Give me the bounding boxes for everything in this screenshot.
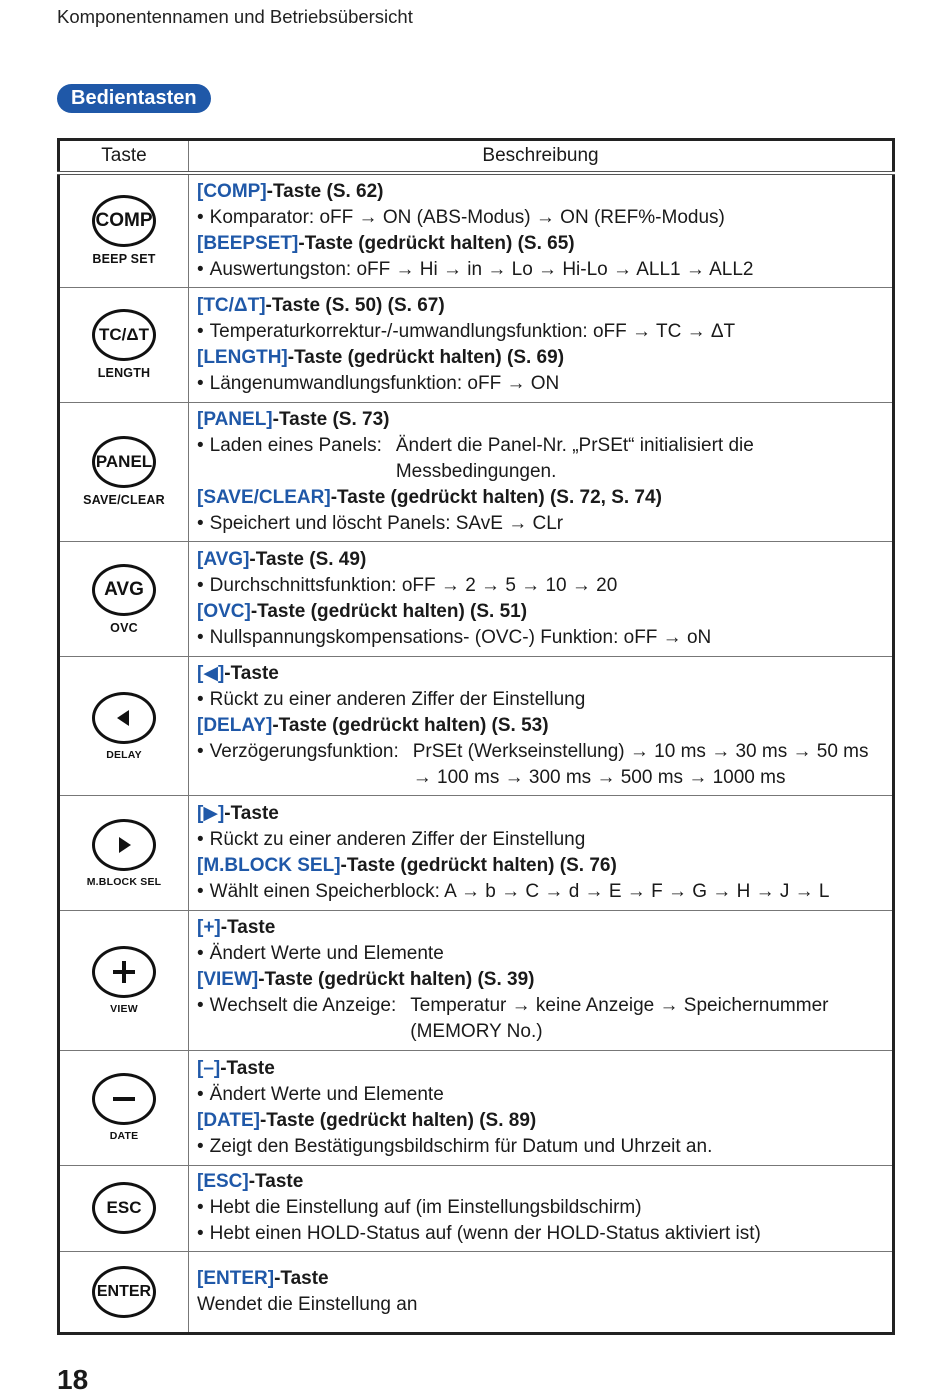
bullet-text: • Verzögerungsfunktion: PrSEt (Werkseinstellung) → 10 ms → 30 ms → 50 ms → 100 ms → 300 ms → 500 ms → 1000 ms bbox=[197, 739, 884, 791]
section-badge: Bedientasten bbox=[57, 84, 211, 113]
table-row bbox=[59, 1251, 894, 1333]
avg-key-sublabel: OVC bbox=[110, 620, 138, 635]
left-key-sublabel: DELAY bbox=[106, 748, 142, 761]
minus-key-sublabel: DATE bbox=[109, 1130, 139, 1143]
description-cell bbox=[189, 402, 894, 541]
key-title: [ENTER]-Taste bbox=[197, 1267, 329, 1289]
key-title: [◀]-Taste bbox=[197, 663, 279, 685]
description-cell bbox=[189, 1050, 894, 1165]
key-title: [TC/ΔT]-Taste (S. 50) (S. 67) bbox=[197, 294, 445, 316]
table-row bbox=[59, 1050, 894, 1165]
esc-key bbox=[60, 1182, 188, 1234]
table-row bbox=[59, 911, 894, 1050]
right-triangle-icon bbox=[92, 819, 156, 871]
right-key-sublabel: M.BLOCK SEL bbox=[86, 875, 162, 888]
left-key bbox=[60, 692, 188, 761]
description-cell bbox=[189, 541, 894, 656]
bullet-text: • Zeigt den Bestätigungsbildschirm für Datum und Uhrzeit an. bbox=[197, 1134, 884, 1160]
page-header: Komponentennamen und Betriebsübersicht bbox=[57, 6, 413, 27]
key-title: [DELAY]-Taste (gedrückt halten) (S. 53) bbox=[197, 715, 549, 737]
key-title: [BEEPSET]-Taste (gedrückt halten) (S. 65) bbox=[197, 232, 575, 254]
bullet-text: • Komparator: oFF → ON (ABS-Modus) → ON (REF%-Modus) bbox=[197, 205, 884, 231]
bullet-text: • Auswertungston: oFF → Hi → in → Lo → Hi-Lo → ALL1 → ALL2 bbox=[197, 257, 884, 283]
key-title: [PANEL]-Taste (S. 73) bbox=[197, 408, 390, 430]
bullet-text: • Laden eines Panels: Ändert die Panel-Nr. „PrSEt“ initialisiert die Messbedingungen. bbox=[197, 433, 884, 485]
bullet-text: • Hebt einen HOLD-Status auf (wenn der HOLD-Status aktiviert ist) bbox=[197, 1221, 884, 1247]
avg-key-button: AVG bbox=[92, 564, 156, 616]
column-header-description: Beschreibung bbox=[189, 140, 894, 174]
plus-key bbox=[60, 946, 188, 1015]
bullet-text: • Rückt zu einer anderen Ziffer der Einstellung bbox=[197, 827, 884, 853]
keys-table bbox=[57, 138, 895, 1335]
plus-icon bbox=[92, 946, 156, 998]
key-title: [M.BLOCK SEL]-Taste (gedrückt halten) (S. 76) bbox=[197, 855, 617, 877]
key-cell bbox=[59, 657, 189, 796]
bullet-text: • Rückt zu einer anderen Ziffer der Einstellung bbox=[197, 687, 884, 713]
panel-key-sublabel: SAVE/CLEAR bbox=[83, 493, 165, 508]
tc-key-sublabel: LENGTH bbox=[97, 366, 151, 381]
key-cell bbox=[59, 911, 189, 1050]
comp-key bbox=[60, 195, 188, 266]
bullet-text: • Temperaturkorrektur-/-umwandlungsfunktion: oFF → TC → ΔT bbox=[197, 319, 884, 345]
bullet-text: • Wechselt die Anzeige: Temperatur → keine Anzeige → Speichernummer (MEMORY No.) bbox=[197, 993, 884, 1045]
bullet-text: • Längenumwandlungsfunktion: oFF → ON bbox=[197, 371, 884, 397]
description-cell bbox=[189, 911, 894, 1050]
key-cell bbox=[59, 287, 189, 402]
column-header-key: Taste bbox=[59, 140, 189, 174]
table-row bbox=[59, 541, 894, 656]
comp-key-button: COMP bbox=[92, 195, 156, 247]
key-title: [ESC]-Taste bbox=[197, 1171, 304, 1193]
tc-key bbox=[60, 309, 188, 380]
table-row bbox=[59, 287, 894, 402]
key-title: [▶]-Taste bbox=[197, 803, 279, 825]
bullet-text: • Ändert Werte und Elemente bbox=[197, 1082, 884, 1108]
description-cell bbox=[189, 1165, 894, 1251]
panel-key bbox=[60, 436, 188, 507]
table-row bbox=[59, 657, 894, 796]
description-cell bbox=[189, 657, 894, 796]
key-title: [DATE]-Taste (gedrückt halten) (S. 89) bbox=[197, 1109, 537, 1131]
key-title: [–]-Taste bbox=[197, 1057, 275, 1079]
description-cell bbox=[189, 173, 894, 287]
tc-key-button: TC/ΔT bbox=[92, 309, 156, 361]
esc-key-button: ESC bbox=[92, 1182, 156, 1234]
bullet-text: • Ändert Werte und Elemente bbox=[197, 941, 884, 967]
panel-key-button: PANEL bbox=[92, 436, 156, 488]
comp-key-sublabel: BEEP SET bbox=[92, 252, 156, 267]
table-row bbox=[59, 796, 894, 911]
bullet-text: • Hebt die Einstellung auf (im Einstellungsbildschirm) bbox=[197, 1195, 884, 1221]
key-title: [AVG]-Taste (S. 49) bbox=[197, 549, 367, 571]
key-title: [OVC]-Taste (gedrückt halten) (S. 51) bbox=[197, 601, 528, 623]
minus-icon bbox=[92, 1073, 156, 1125]
key-cell bbox=[59, 173, 189, 287]
key-cell bbox=[59, 402, 189, 541]
key-title: [VIEW]-Taste (gedrückt halten) (S. 39) bbox=[197, 969, 535, 991]
right-key bbox=[60, 819, 188, 888]
key-title: [+]-Taste bbox=[197, 917, 276, 939]
description-cell bbox=[189, 287, 894, 402]
key-cell bbox=[59, 1165, 189, 1251]
table-row bbox=[59, 1165, 894, 1251]
bullet-text: • Wählt einen Speicherblock: A → b → C → d → E → F → G → H → J → L bbox=[197, 879, 884, 905]
key-cell bbox=[59, 541, 189, 656]
key-cell bbox=[59, 1050, 189, 1165]
bullet-text: • Speichert und löscht Panels: SAvE → CLr bbox=[197, 511, 884, 537]
key-cell bbox=[59, 796, 189, 911]
page-number: 18 bbox=[57, 1364, 89, 1395]
table-row bbox=[59, 402, 894, 541]
key-title: [LENGTH]-Taste (gedrückt halten) (S. 69) bbox=[197, 346, 565, 368]
avg-key bbox=[60, 564, 188, 635]
key-title: [SAVE/CLEAR]-Taste (gedrückt halten) (S. 72, S. 74) bbox=[197, 486, 662, 508]
enter-key bbox=[60, 1266, 188, 1318]
plain-text: Wendet die Einstellung an bbox=[197, 1293, 418, 1315]
left-triangle-icon bbox=[92, 692, 156, 744]
key-title: [COMP]-Taste (S. 62) bbox=[197, 180, 384, 202]
key-cell bbox=[59, 1251, 189, 1333]
table-header-row bbox=[59, 140, 894, 174]
enter-key-button: ENTER bbox=[92, 1266, 156, 1318]
bullet-text: • Nullspannungskompensations- (OVC-) Funktion: oFF → oN bbox=[197, 625, 884, 651]
description-cell bbox=[189, 796, 894, 911]
bullet-text: • Durchschnittsfunktion: oFF → 2 → 5 → 10 → 20 bbox=[197, 573, 884, 599]
minus-key bbox=[60, 1073, 188, 1142]
description-cell bbox=[189, 1251, 894, 1333]
plus-key-sublabel: VIEW bbox=[110, 1002, 138, 1015]
table-row bbox=[59, 173, 894, 287]
